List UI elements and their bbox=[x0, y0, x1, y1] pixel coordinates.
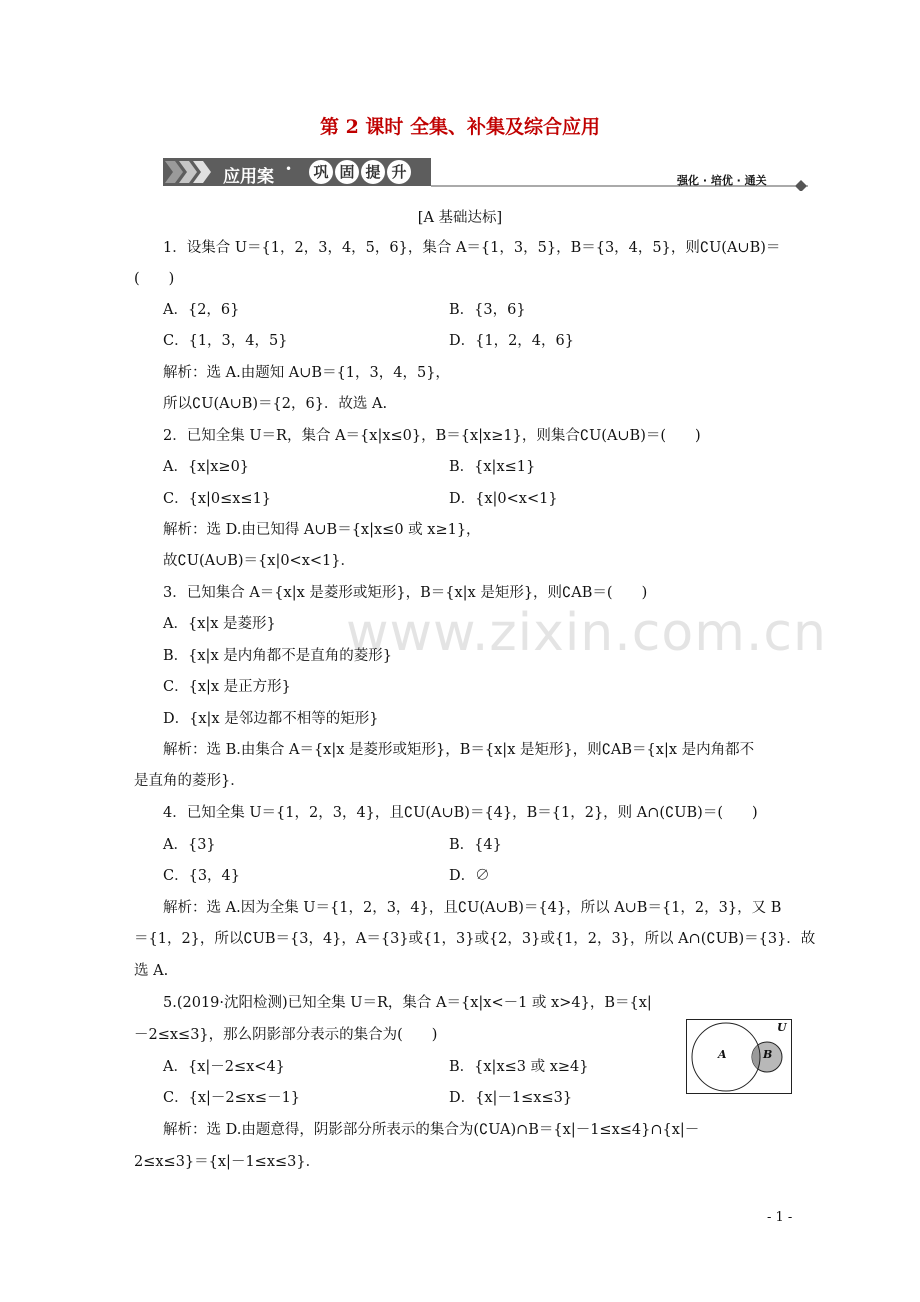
option-b: B．{3，6} bbox=[449, 302, 526, 318]
answer-4-cont: ＝{1，2}，所以∁UB＝{3，4}，A＝{3}或{1，3}或{2，3}或{1，2，3}，所以 A∩(∁UB)＝{3}．故 bbox=[134, 931, 816, 947]
option-c: C．{3，4} bbox=[163, 868, 240, 884]
option-c: C．{x|x 是正方形} bbox=[163, 679, 291, 695]
banner-right-tag: 强化 · 培优 · 通关 bbox=[677, 174, 767, 187]
option-a: A．{x|－2≤x<4} bbox=[163, 1059, 285, 1075]
banner-tag-4: 升 bbox=[387, 160, 411, 184]
option-d: D．{x|－1≤x≤3} bbox=[449, 1090, 573, 1106]
answer-3: 解析：选 B.由集合 A＝{x|x 是菱形或矩形}，B＝{x|x 是矩形}，则∁AB＝{x|x 是内角都不 bbox=[163, 742, 755, 758]
option-d: D．∅ bbox=[449, 868, 490, 884]
question-1-cont: ( ) bbox=[134, 271, 175, 287]
answer-4: 解析：选 A.因为全集 U＝{1，2，3，4}，且∁U(A∪B)＝{4}，所以 A∪B＝{1，2，3}，又 B bbox=[163, 900, 782, 916]
option-a: A．{2，6} bbox=[163, 302, 240, 318]
banner-dot: • bbox=[285, 162, 293, 176]
question-4: 4．已知全集 U＝{1，2，3，4}，且∁U(A∪B)＝{4}，B＝{1，2}，则 A∩(∁UB)＝( ) bbox=[163, 805, 758, 821]
question-2: 2．已知全集 U＝R，集合 A＝{x|x≤0}，B＝{x|x≥1}，则集合∁U(A∪B)＝( ) bbox=[163, 428, 701, 444]
option-a: A．{x|x≥0} bbox=[163, 459, 250, 475]
option-a: A．{3} bbox=[163, 837, 216, 853]
option-d: D．{x|x 是邻边都不相等的矩形} bbox=[163, 711, 379, 727]
option-b: B．{4} bbox=[449, 837, 502, 853]
watermark: www.zixin.com.cn bbox=[346, 603, 827, 663]
question-1: 1．设集合 U＝{1，2，3，4，5，6}，集合 A＝{1，3，5}，B＝{3，4，5}，则∁U(A∪B)＝ bbox=[163, 240, 781, 256]
answer-2-cont: 故∁U(A∪B)＝{x|0<x<1}． bbox=[163, 553, 355, 569]
banner-label: 应用案 bbox=[223, 167, 274, 187]
question-5: 5.(2019·沈阳检测)已知全集 U＝R，集合 A＝{x|x<－1 或 x>4}，B＝{x| bbox=[163, 995, 652, 1011]
banner-tag-3: 提 bbox=[361, 160, 385, 184]
venn-universe-label: U bbox=[777, 1021, 787, 1034]
question-3: 3．已知集合 A＝{x|x 是菱形或矩形}，B＝{x|x 是矩形}，则∁AB＝( ) bbox=[163, 585, 648, 601]
option-a: A．{x|x 是菱形} bbox=[163, 616, 276, 632]
option-d: D．{x|0<x<1} bbox=[449, 491, 558, 507]
answer-4-cont: 选 A. bbox=[134, 963, 169, 979]
section-label: [A 基础达标] bbox=[417, 210, 503, 226]
answer-5-cont: 2≤x≤3}＝{x|－1≤x≤3}． bbox=[134, 1154, 321, 1170]
banner-tag-1: 巩 bbox=[309, 160, 333, 184]
answer-5: 解析：选 D.由题意得，阴影部分所表示的集合为(∁UA)∩B＝{x|－1≤x≤4}∩{x|－ bbox=[163, 1122, 700, 1138]
option-b: B．{x|x 是内角都不是直角的菱形} bbox=[163, 648, 392, 664]
answer-1: 解析：选 A.由题知 A∪B＝{1，3，4，5}， bbox=[163, 365, 450, 381]
question-5-cont: －2≤x≤3}，那么阴影部分表示的集合为( ) bbox=[134, 1027, 438, 1043]
banner-tag-2: 固 bbox=[335, 160, 359, 184]
answer-1-cont: 所以∁U(A∪B)＝{2，6}．故选 A. bbox=[163, 396, 388, 412]
venn-diagram bbox=[686, 1019, 792, 1094]
option-c: C．{x|0≤x≤1} bbox=[163, 491, 272, 507]
venn-set-a-label: A bbox=[718, 1048, 727, 1061]
option-c: C．{1，3，4，5} bbox=[163, 333, 288, 349]
option-b: B．{x|x≤3 或 x≥4} bbox=[449, 1059, 589, 1075]
page-title: 第 2 课时 全集、补集及综合应用 bbox=[319, 116, 601, 138]
venn-set-b-label: B bbox=[763, 1048, 773, 1061]
page-number: - 1 - bbox=[767, 1210, 793, 1225]
option-c: C．{x|－2≤x≤－1} bbox=[163, 1090, 301, 1106]
option-d: D．{1，2，4，6} bbox=[449, 333, 574, 349]
answer-2: 解析：选 D.由已知得 A∪B＝{x|x≤0 或 x≥1}， bbox=[163, 522, 481, 538]
option-b: B．{x|x≤1} bbox=[449, 459, 536, 475]
answer-3-cont: 是直角的菱形}． bbox=[134, 773, 245, 789]
